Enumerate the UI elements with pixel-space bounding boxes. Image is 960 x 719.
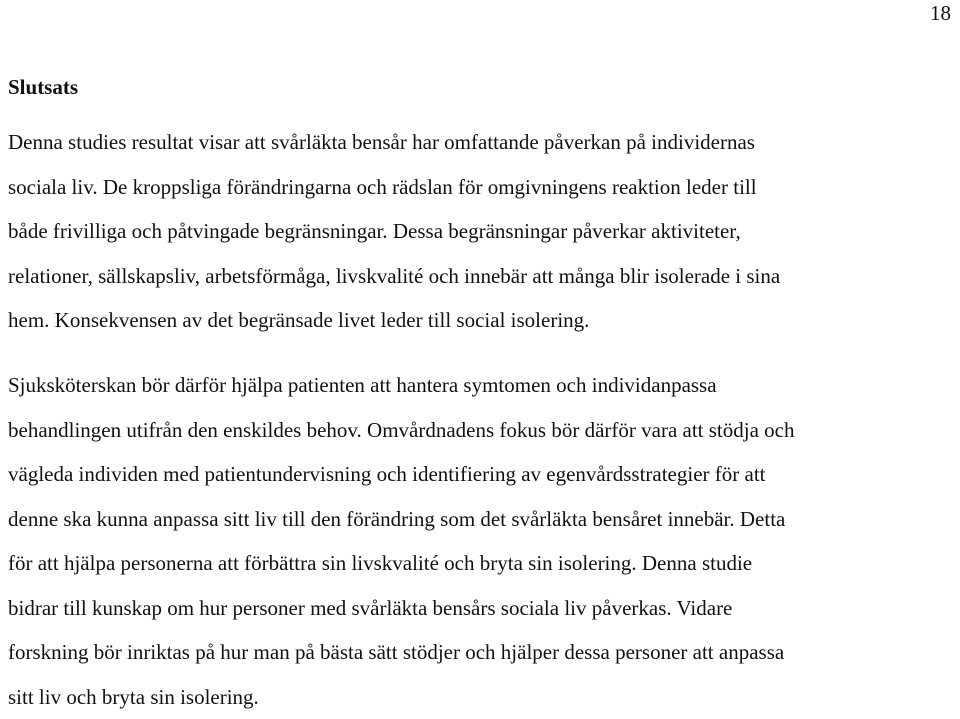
- paragraph-line: för att hjälpa personerna att förbättra sin livskvalité och bryta sin isolering. Denna studie: [8, 541, 953, 586]
- paragraph-line: denne ska kunna anpassa sitt liv till den förändring som det svårläkta bensåret innebär. Detta: [8, 497, 953, 542]
- paragraph-conclusion: [8, 120, 953, 343]
- paragraph-line: relationer, sällskapsliv, arbetsförmåga, livskvalité och innebär att många blir isolerade i sina: [8, 254, 953, 299]
- paragraph-line: både frivilliga och påtvingade begränsningar. Dessa begränsningar påverkar aktiviteter,: [8, 209, 953, 254]
- paragraph-line: hem. Konsekvensen av det begränsade livet leder till social isolering.: [8, 298, 953, 343]
- paragraph-line: bidrar till kunskap om hur personer med svårläkta bensårs sociala liv påverkas. Vidare: [8, 586, 953, 631]
- paragraph-recommendation: [8, 363, 953, 719]
- paragraph-line: vägleda individen med patientundervisning och identifiering av egenvårdsstrategier för att: [8, 452, 953, 497]
- paragraph-line: behandlingen utifrån den enskildes behov. Omvårdnadens fokus bör därför vara att stödja och: [8, 408, 953, 453]
- page-number: 18: [930, 0, 951, 26]
- section-heading: Slutsats: [8, 73, 78, 101]
- paragraph-line: sociala liv. De kroppsliga förändringarna och rädslan för omgivningens reaktion leder till: [8, 165, 953, 210]
- paragraph-line: Denna studies resultat visar att svårläkta bensår har omfattande påverkan på individernas: [8, 120, 953, 165]
- paragraph-line: Sjuksköterskan bör därför hjälpa patienten att hantera symtomen och individanpassa: [8, 363, 953, 408]
- paragraph-line: sitt liv och bryta sin isolering.: [8, 675, 953, 719]
- paragraph-line: forskning bör inriktas på hur man på bästa sätt stödjer och hjälper dessa personer att anpassa: [8, 630, 953, 675]
